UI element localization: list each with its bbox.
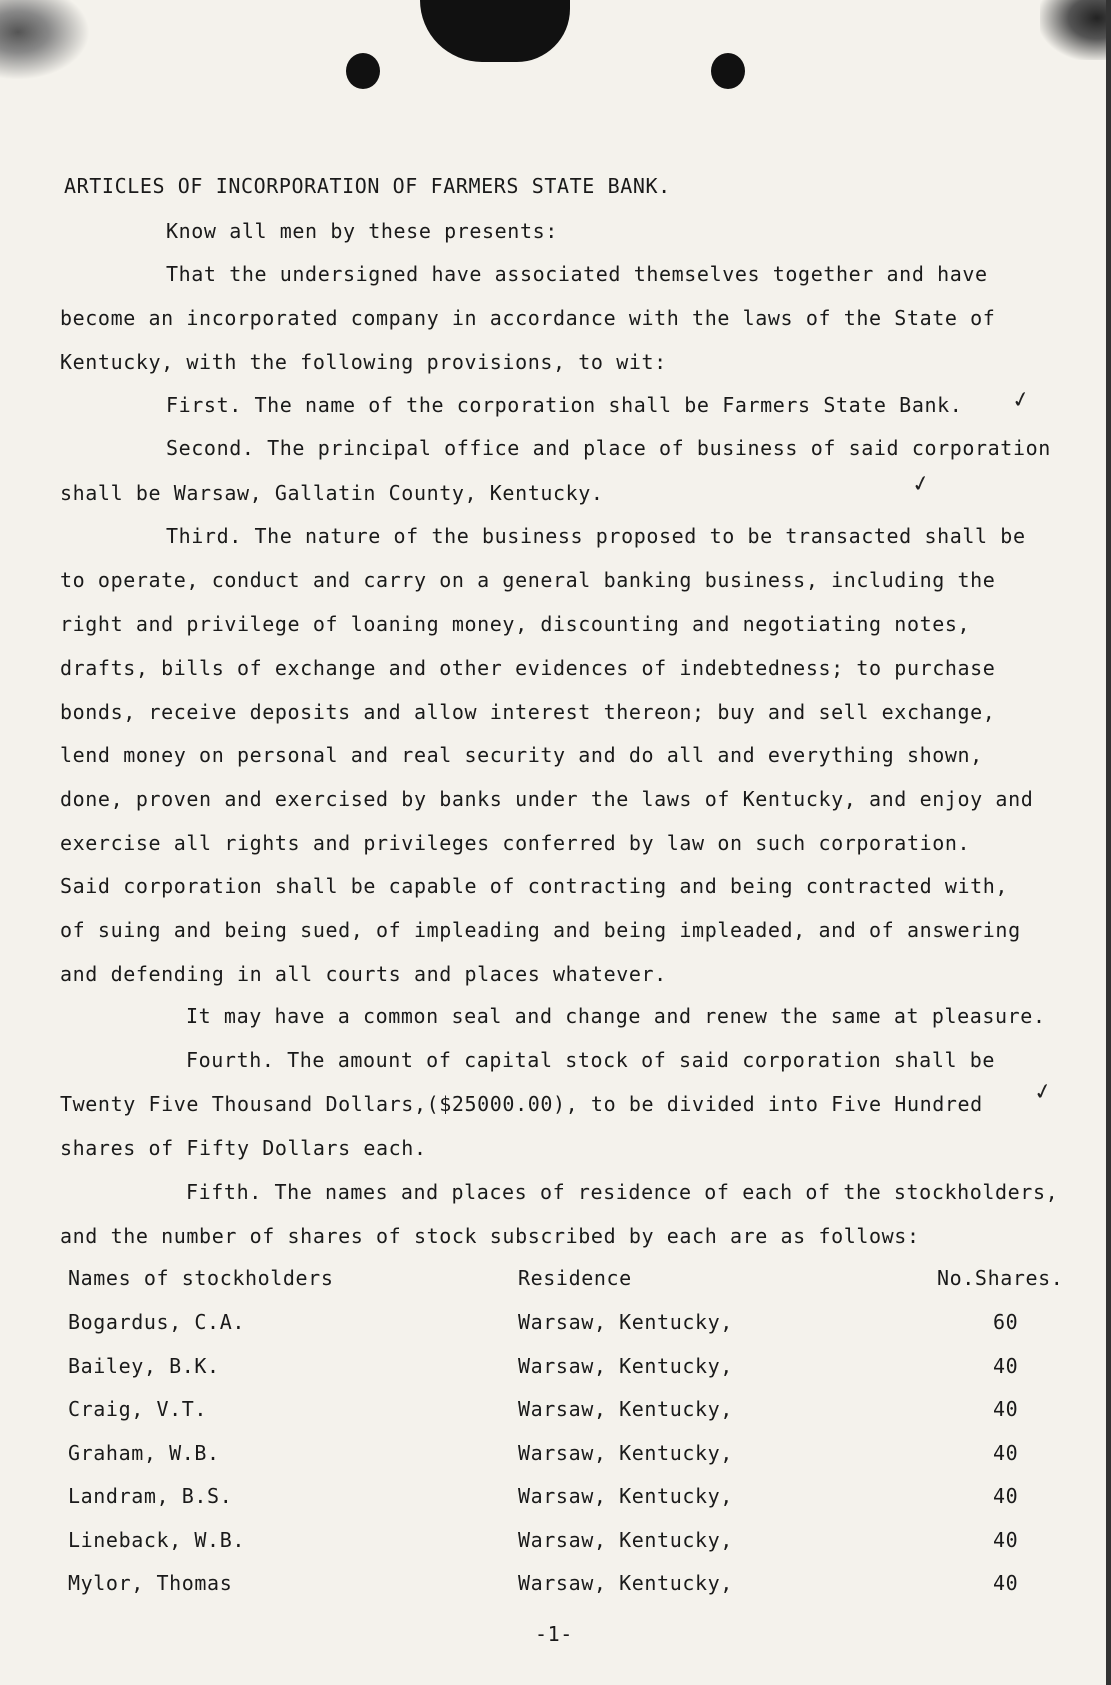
paragraph-line: Said corporation shall be capable of contracting and being contracted with, xyxy=(60,874,1009,898)
scan-blot-top xyxy=(420,0,570,62)
stockholder-name: Landram, B.S. xyxy=(68,1484,233,1508)
table-row xyxy=(0,1354,1111,1380)
paragraph-line: done, proven and exercised by banks under the laws of Kentucky, and enjoy and xyxy=(60,787,1034,811)
table-row xyxy=(0,1571,1111,1597)
paragraph-line: exercise all rights and privileges conferred by law on such corporation. xyxy=(60,831,971,855)
page-number: -1- xyxy=(535,1622,573,1646)
paragraph-line: That the undersigned have associated themselves together and have xyxy=(166,262,988,286)
paragraph-line: Third. The nature of the business proposed to be transacted shall be xyxy=(166,524,1026,548)
paragraph-line: Fourth. The amount of capital stock of said corporation shall be xyxy=(186,1048,996,1072)
paragraph-line: become an incorporated company in accordance with the laws of the State of xyxy=(60,306,996,330)
table-row xyxy=(0,1484,1111,1510)
stockholder-residence: Warsaw, Kentucky, xyxy=(518,1571,733,1595)
stockholder-residence: Warsaw, Kentucky, xyxy=(518,1310,733,1334)
stockholder-residence: Warsaw, Kentucky, xyxy=(518,1354,733,1378)
document-title: ARTICLES OF INCORPORATION OF FARMERS STATE BANK. xyxy=(64,174,671,198)
stockholder-residence: Warsaw, Kentucky, xyxy=(518,1528,733,1552)
paragraph-line: shares of Fifty Dollars each. xyxy=(60,1136,427,1160)
table-row xyxy=(0,1310,1111,1336)
check-mark: ✓ xyxy=(1031,1078,1055,1107)
stockholder-name: Lineback, W.B. xyxy=(68,1528,245,1552)
scan-edge-right xyxy=(1106,0,1111,1685)
paragraph-line: lend money on personal and real security and do all and everything shown, xyxy=(60,743,983,767)
stockholder-name: Craig, V.T. xyxy=(68,1397,208,1421)
table-row xyxy=(0,1397,1111,1423)
header-residence: Residence xyxy=(518,1266,632,1290)
paragraph-line: Kentucky, with the following provisions, to wit: xyxy=(60,350,667,374)
punch-hole-right xyxy=(711,53,745,89)
paragraph-line: Twenty Five Thousand Dollars,($25000.00), to be divided into Five Hundred xyxy=(60,1092,983,1116)
paragraph-line: and the number of shares of stock subscribed by each are as follows: xyxy=(60,1224,920,1248)
stockholder-shares: 40 xyxy=(993,1441,1019,1465)
scan-shadow-left xyxy=(0,0,90,80)
stockholder-shares: 40 xyxy=(993,1354,1019,1378)
stockholder-shares: 40 xyxy=(993,1528,1019,1552)
paragraph-line: right and privilege of loaning money, discounting and negotiating notes, xyxy=(60,612,971,636)
paragraph-line: and defending in all courts and places whatever. xyxy=(60,962,667,986)
punch-hole-left xyxy=(346,53,380,89)
paragraph-line: Second. The principal office and place of business of said corporation xyxy=(166,436,1051,460)
header-names: Names of stockholders xyxy=(68,1266,334,1290)
stockholder-shares: 40 xyxy=(993,1397,1019,1421)
paragraph-line: It may have a common seal and change and renew the same at pleasure. xyxy=(186,1004,1046,1028)
stockholder-shares: 40 xyxy=(993,1484,1019,1508)
stockholder-residence: Warsaw, Kentucky, xyxy=(518,1397,733,1421)
check-mark: ✓ xyxy=(909,470,933,499)
table-row xyxy=(0,1441,1111,1467)
stockholder-name: Graham, W.B. xyxy=(68,1441,220,1465)
table-header xyxy=(0,1266,1111,1292)
paragraph-line: of suing and being sued, of impleading and being impleaded, and of answering xyxy=(60,918,1021,942)
paragraph-line: shall be Warsaw, Gallatin County, Kentucky. xyxy=(60,481,604,505)
paragraph-line: First. The name of the corporation shall be Farmers State Bank. xyxy=(166,393,963,417)
paragraph-line: bonds, receive deposits and allow interest thereon; buy and sell exchange, xyxy=(60,700,996,724)
stockholder-shares: 60 xyxy=(993,1310,1019,1334)
stockholder-residence: Warsaw, Kentucky, xyxy=(518,1441,733,1465)
header-shares: No.Shares. xyxy=(937,1266,1064,1290)
stockholder-residence: Warsaw, Kentucky, xyxy=(518,1484,733,1508)
scan-shadow-right xyxy=(1040,0,1111,60)
paragraph-line: Know all men by these presents: xyxy=(166,219,558,243)
paragraph-line: to operate, conduct and carry on a general banking business, including the xyxy=(60,568,996,592)
stockholder-name: Bogardus, C.A. xyxy=(68,1310,245,1334)
paragraph-line: Fifth. The names and places of residence of each of the stockholders, xyxy=(186,1180,1059,1204)
paragraph-line: drafts, bills of exchange and other evidences of indebtedness; to purchase xyxy=(60,656,996,680)
stockholder-shares: 40 xyxy=(993,1571,1019,1595)
stockholder-name: Mylor, Thomas xyxy=(68,1571,233,1595)
check-mark: ✓ xyxy=(1009,386,1033,415)
stockholder-name: Bailey, B.K. xyxy=(68,1354,220,1378)
table-row xyxy=(0,1528,1111,1554)
